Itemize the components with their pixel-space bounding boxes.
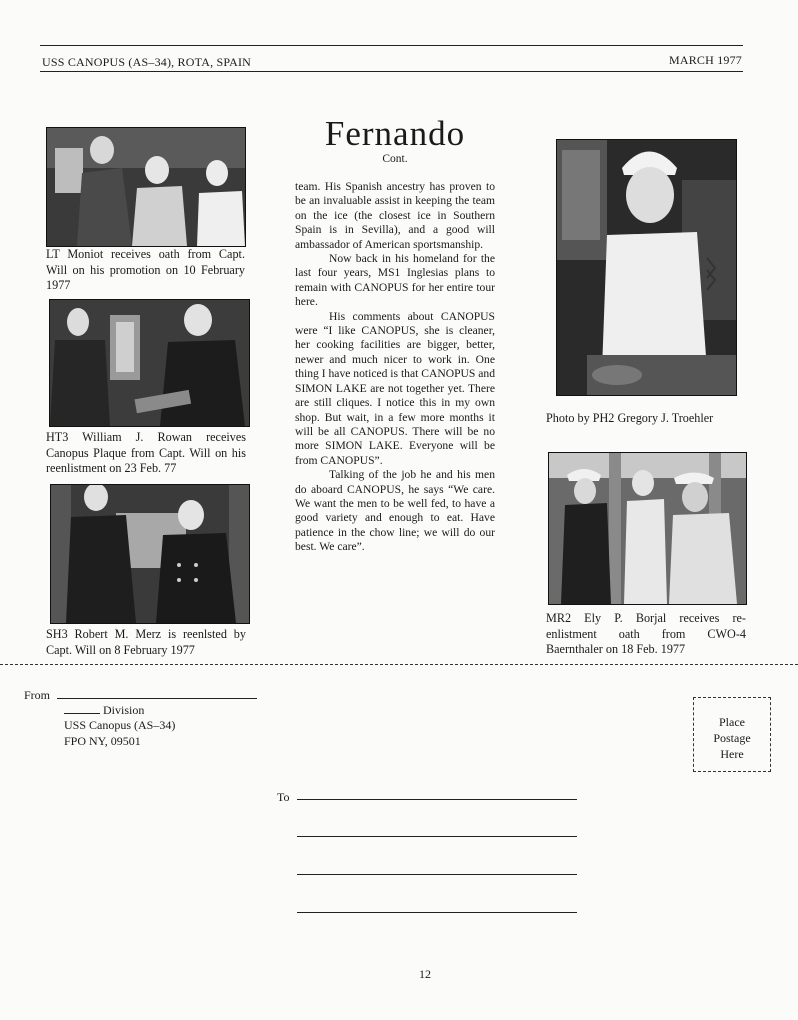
return-address bbox=[24, 687, 284, 703]
caption-photo2: HT3 William J. Rowan receives Canopus Plaque from Capt. Will on his reenlistment on 23 Feb. 77 bbox=[46, 430, 246, 475]
photo-reenlistment-borjal bbox=[548, 452, 747, 605]
division-line bbox=[64, 702, 144, 718]
to-line-1 bbox=[297, 799, 577, 800]
to-line-4 bbox=[297, 912, 577, 913]
article-paragraph: Talking of the job he and his men do aboard CANOPUS, he says “We care. We want the men to be well fed, to have a good variety and enough to eat. Have patience in the chow line; we will do our best. We care”. bbox=[295, 468, 495, 554]
division-blank bbox=[64, 713, 100, 714]
stamp-line: Postage bbox=[713, 731, 751, 745]
to-label: To bbox=[277, 790, 290, 804]
caption-photo5: MR2 Ely P. Borjal receives re-enlistment oath from CWO-4 Baernthaler on 18 Feb. 1977 bbox=[546, 611, 746, 656]
caption-photo4: Photo by PH2 Gregory J. Troehler bbox=[546, 411, 714, 425]
fold-line bbox=[0, 664, 798, 665]
stamp-line: Here bbox=[720, 747, 744, 761]
photo-promotion-oath bbox=[46, 127, 246, 247]
article-paragraph: team. His Spanish ancestry has proven to be an invaluable assist in keeping the team on the ice (the closest ice in Southern Spain is in Sevilla), and a good will ambassador of American sportsmanship. bbox=[295, 180, 495, 251]
caption-photo3: SH3 Robert M. Merz is reenlsted by Capt. Will on 8 February 1977 bbox=[46, 627, 246, 657]
photo-cook-kitchen bbox=[556, 139, 737, 396]
photo-reenlistment-merz bbox=[50, 484, 250, 624]
from-label: From bbox=[24, 688, 51, 702]
article-subtitle: Cont. bbox=[382, 153, 408, 165]
ship-address: USS Canopus (AS–34) bbox=[64, 718, 176, 732]
postage-stamp-box bbox=[693, 697, 771, 772]
article-paragraph: Now back in his homeland for the last four years, MS1 Inglesias plans to remain with CANOPUS for her entire tour here. bbox=[295, 252, 495, 309]
fpo-address: FPO NY, 09501 bbox=[64, 734, 141, 748]
to-line-3 bbox=[297, 874, 577, 875]
division-label: Division bbox=[103, 703, 145, 717]
header-left: USS CANOPUS (AS–34), ROTA, SPAIN bbox=[42, 55, 252, 69]
photo-plaque-presentation bbox=[49, 299, 250, 427]
from-line bbox=[57, 698, 257, 699]
header-date: MARCH 1977 bbox=[668, 53, 742, 67]
stamp-line: Place bbox=[719, 715, 745, 729]
article-paragraph: His comments about CANOPUS were “I like CANOPUS, she is cleaner, her cooking facilities are bigger, better, newer and much nicer to work in. One thing I have noticed is that CANOPUS and SIMON LAKE are not together yet. There are still cliques. I notice this in my own shop. But wait, in a few more months it will be all CANOPUS. There will be no more SIMON LAKE. Everyone will be from CANOPUS”. bbox=[295, 309, 495, 467]
page-number: 12 bbox=[419, 967, 431, 981]
caption-photo1: LT Moniot receives oath from Capt. Will on his promotion on 10 February 1977 bbox=[46, 247, 245, 292]
to-line-2 bbox=[297, 836, 577, 837]
article-title: Fernando bbox=[324, 114, 466, 153]
article-body bbox=[295, 180, 495, 555]
